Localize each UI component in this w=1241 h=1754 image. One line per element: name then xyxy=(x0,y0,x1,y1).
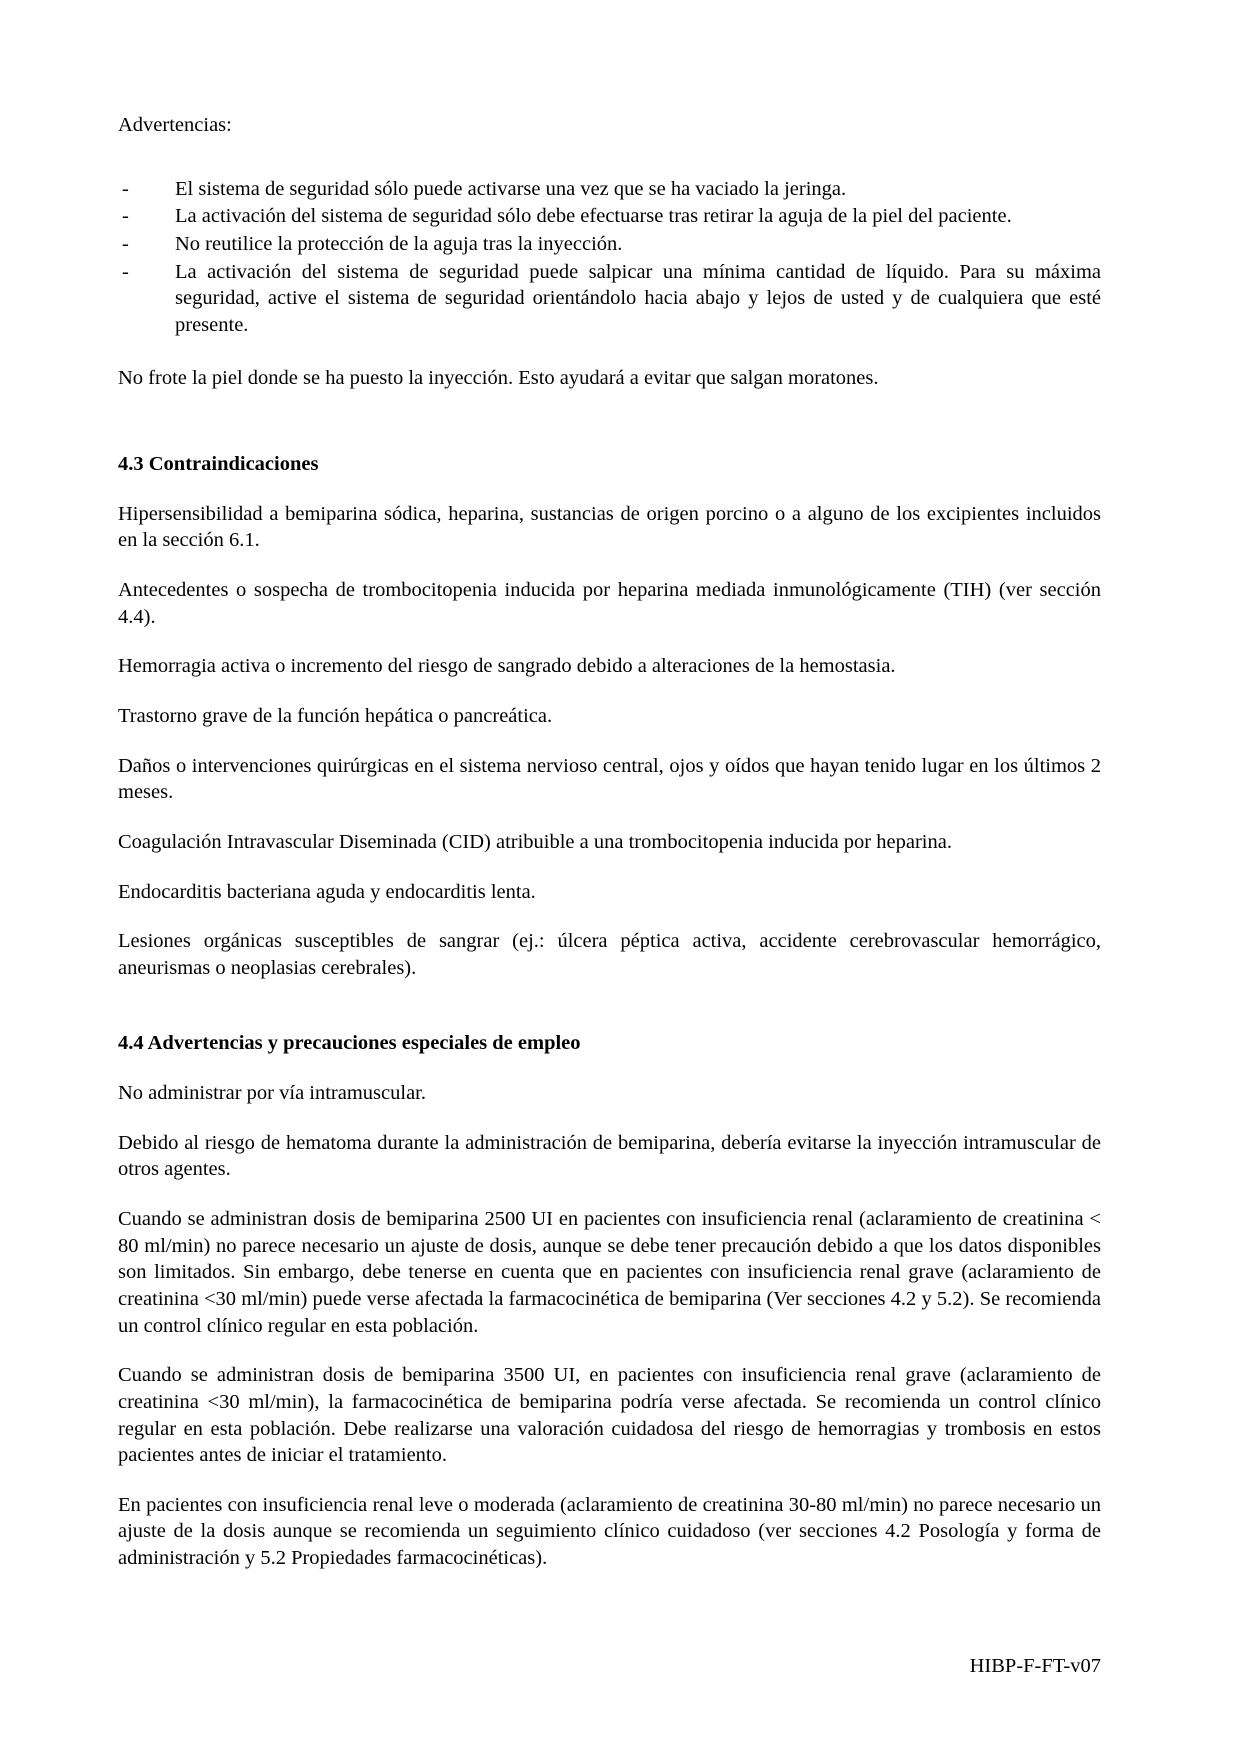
list-item-text: La activación del sistema de seguridad puede salpicar una mínima cantidad de líquido. Para su máxima seguridad, active el sistema de seguridad orientándolo hacia abajo y lejos de usted y de cualquiera que esté presente. xyxy=(175,260,1101,336)
dash-bullet-icon: - xyxy=(122,260,129,283)
paragraph-dosis-3500: Cuando se administran dosis de bemiparina 3500 UI, en pacientes con insuficiencia renal grave (aclaramiento de creatinina <30 ml/min), la farmacocinética de bemiparina podría verse afectada. Se recomienda un control clínico regular en esta población. Debe realizarse una valoración cuidadosa del riesgo de hemorragias y trombosis en estos pacientes antes de iniciar el tratamiento. xyxy=(118,1364,1101,1467)
warnings-intro-label: Advertencias: xyxy=(118,114,232,136)
paragraph-endocarditis: Endocarditis bacteriana aguda y endocarditis lenta. xyxy=(118,880,536,903)
spacer xyxy=(118,162,1101,176)
section-heading-4-4: 4.4 Advertencias y precauciones especiales de empleo xyxy=(118,1032,581,1055)
dash-bullet-icon: - xyxy=(122,232,129,255)
paragraph-cid: Coagulación Intravascular Diseminada (CID) atribuible a una trombocitopenia inducida por heparina. xyxy=(118,830,952,853)
dash-bullet-icon: - xyxy=(122,205,129,228)
list-item xyxy=(118,259,1101,339)
after-list-paragraph: No frote la piel donde se ha puesto la inyección. Esto ayudará a evitar que salgan moratones. xyxy=(118,367,879,390)
list-item-text: El sistema de seguridad sólo puede activarse una vez que se ha vaciado la jeringa. xyxy=(175,177,847,200)
spacer xyxy=(118,415,1101,451)
page-footer: HIBP-F-FT-v07 xyxy=(969,1655,1101,1678)
spacer xyxy=(118,1004,1101,1030)
list-item xyxy=(118,176,1101,203)
paragraph-dosis-2500: Cuando se administran dosis de bemiparina 2500 UI en pacientes con insuficiencia renal (aclaramiento de creatinina < 80 ml/min) no parece necesario un ajuste de dosis, aunque se debe tener precaución debido a que los datos disponibles son limitados. Sin embargo, debe tenerse en cuenta que en pacientes con insuficiencia renal grave (aclaramiento de creatinina <30 ml/min) puede verse afectada la farmacocinética de bemiparina (Ver secciones 4.2 y 5.2). Se recomienda un control clínico regular en esta población. xyxy=(118,1208,1101,1337)
dash-bullet-icon: - xyxy=(122,177,129,200)
paragraph-lesiones-organicas: Lesiones orgánicas susceptibles de sangrar (ej.: úlcera péptica activa, accidente cerebrovascular hemorrágico, aneurismas o neoplasias cerebrales). xyxy=(118,930,1101,979)
spacer xyxy=(118,339,1101,365)
list-item-text: La activación del sistema de seguridad sólo debe efectuarse tras retirar la aguja de la piel del paciente. xyxy=(175,205,1012,228)
list-item xyxy=(118,203,1101,230)
paragraph-trastorno-hepatico: Trastorno grave de la función hepática o pancreática. xyxy=(118,704,553,727)
paragraph-hemorragia-activa: Hemorragia activa o incremento del riesgo de sangrado debido a alteraciones de la hemostasia. xyxy=(118,655,896,678)
paragraph-hipersensibilidad: Hipersensibilidad a bemiparina sódica, heparina, sustancias de origen porcino o a alguno de los excipientes incluidos en la sección 6.1. xyxy=(118,502,1101,552)
paragraph-insuficiencia-leve-moderada: En pacientes con insuficiencia renal leve o moderada (aclaramiento de creatinina 30-80 ml/min) no parece necesario un ajuste de la dosis aunque se recomienda un seguimiento clínico cuidadoso (ver secciones 4.2 Posología y forma de administración y 5.2 Propiedades farmacocinéticas). xyxy=(118,1493,1101,1570)
list-item-text: No reutilice la protección de la aguja tras la inyección. xyxy=(175,232,623,255)
section-heading-4-3: 4.3 Contraindicaciones xyxy=(118,453,319,476)
paragraph-danos-quirurgicos: Daños o intervenciones quirúrgicas en el sistema nervioso central, ojos y oídos que hayan tenido lugar en los últimos 2 meses. xyxy=(118,754,1101,804)
document-body xyxy=(118,112,1101,1572)
warnings-list xyxy=(118,176,1101,339)
list-item xyxy=(118,231,1101,258)
paragraph-riesgo-hematoma: Debido al riesgo de hematoma durante la administración de bemiparina, debería evitarse la inyección intramuscular de otros agentes. xyxy=(118,1131,1101,1181)
paragraph-no-intramuscular: No administrar por vía intramuscular. xyxy=(118,1082,426,1105)
paragraph-antecedentes-tih: Antecedentes o sospecha de trombocitopenia inducida por heparina mediada inmunológicamente (TIH) (ver sección 4.4). xyxy=(118,579,1101,628)
